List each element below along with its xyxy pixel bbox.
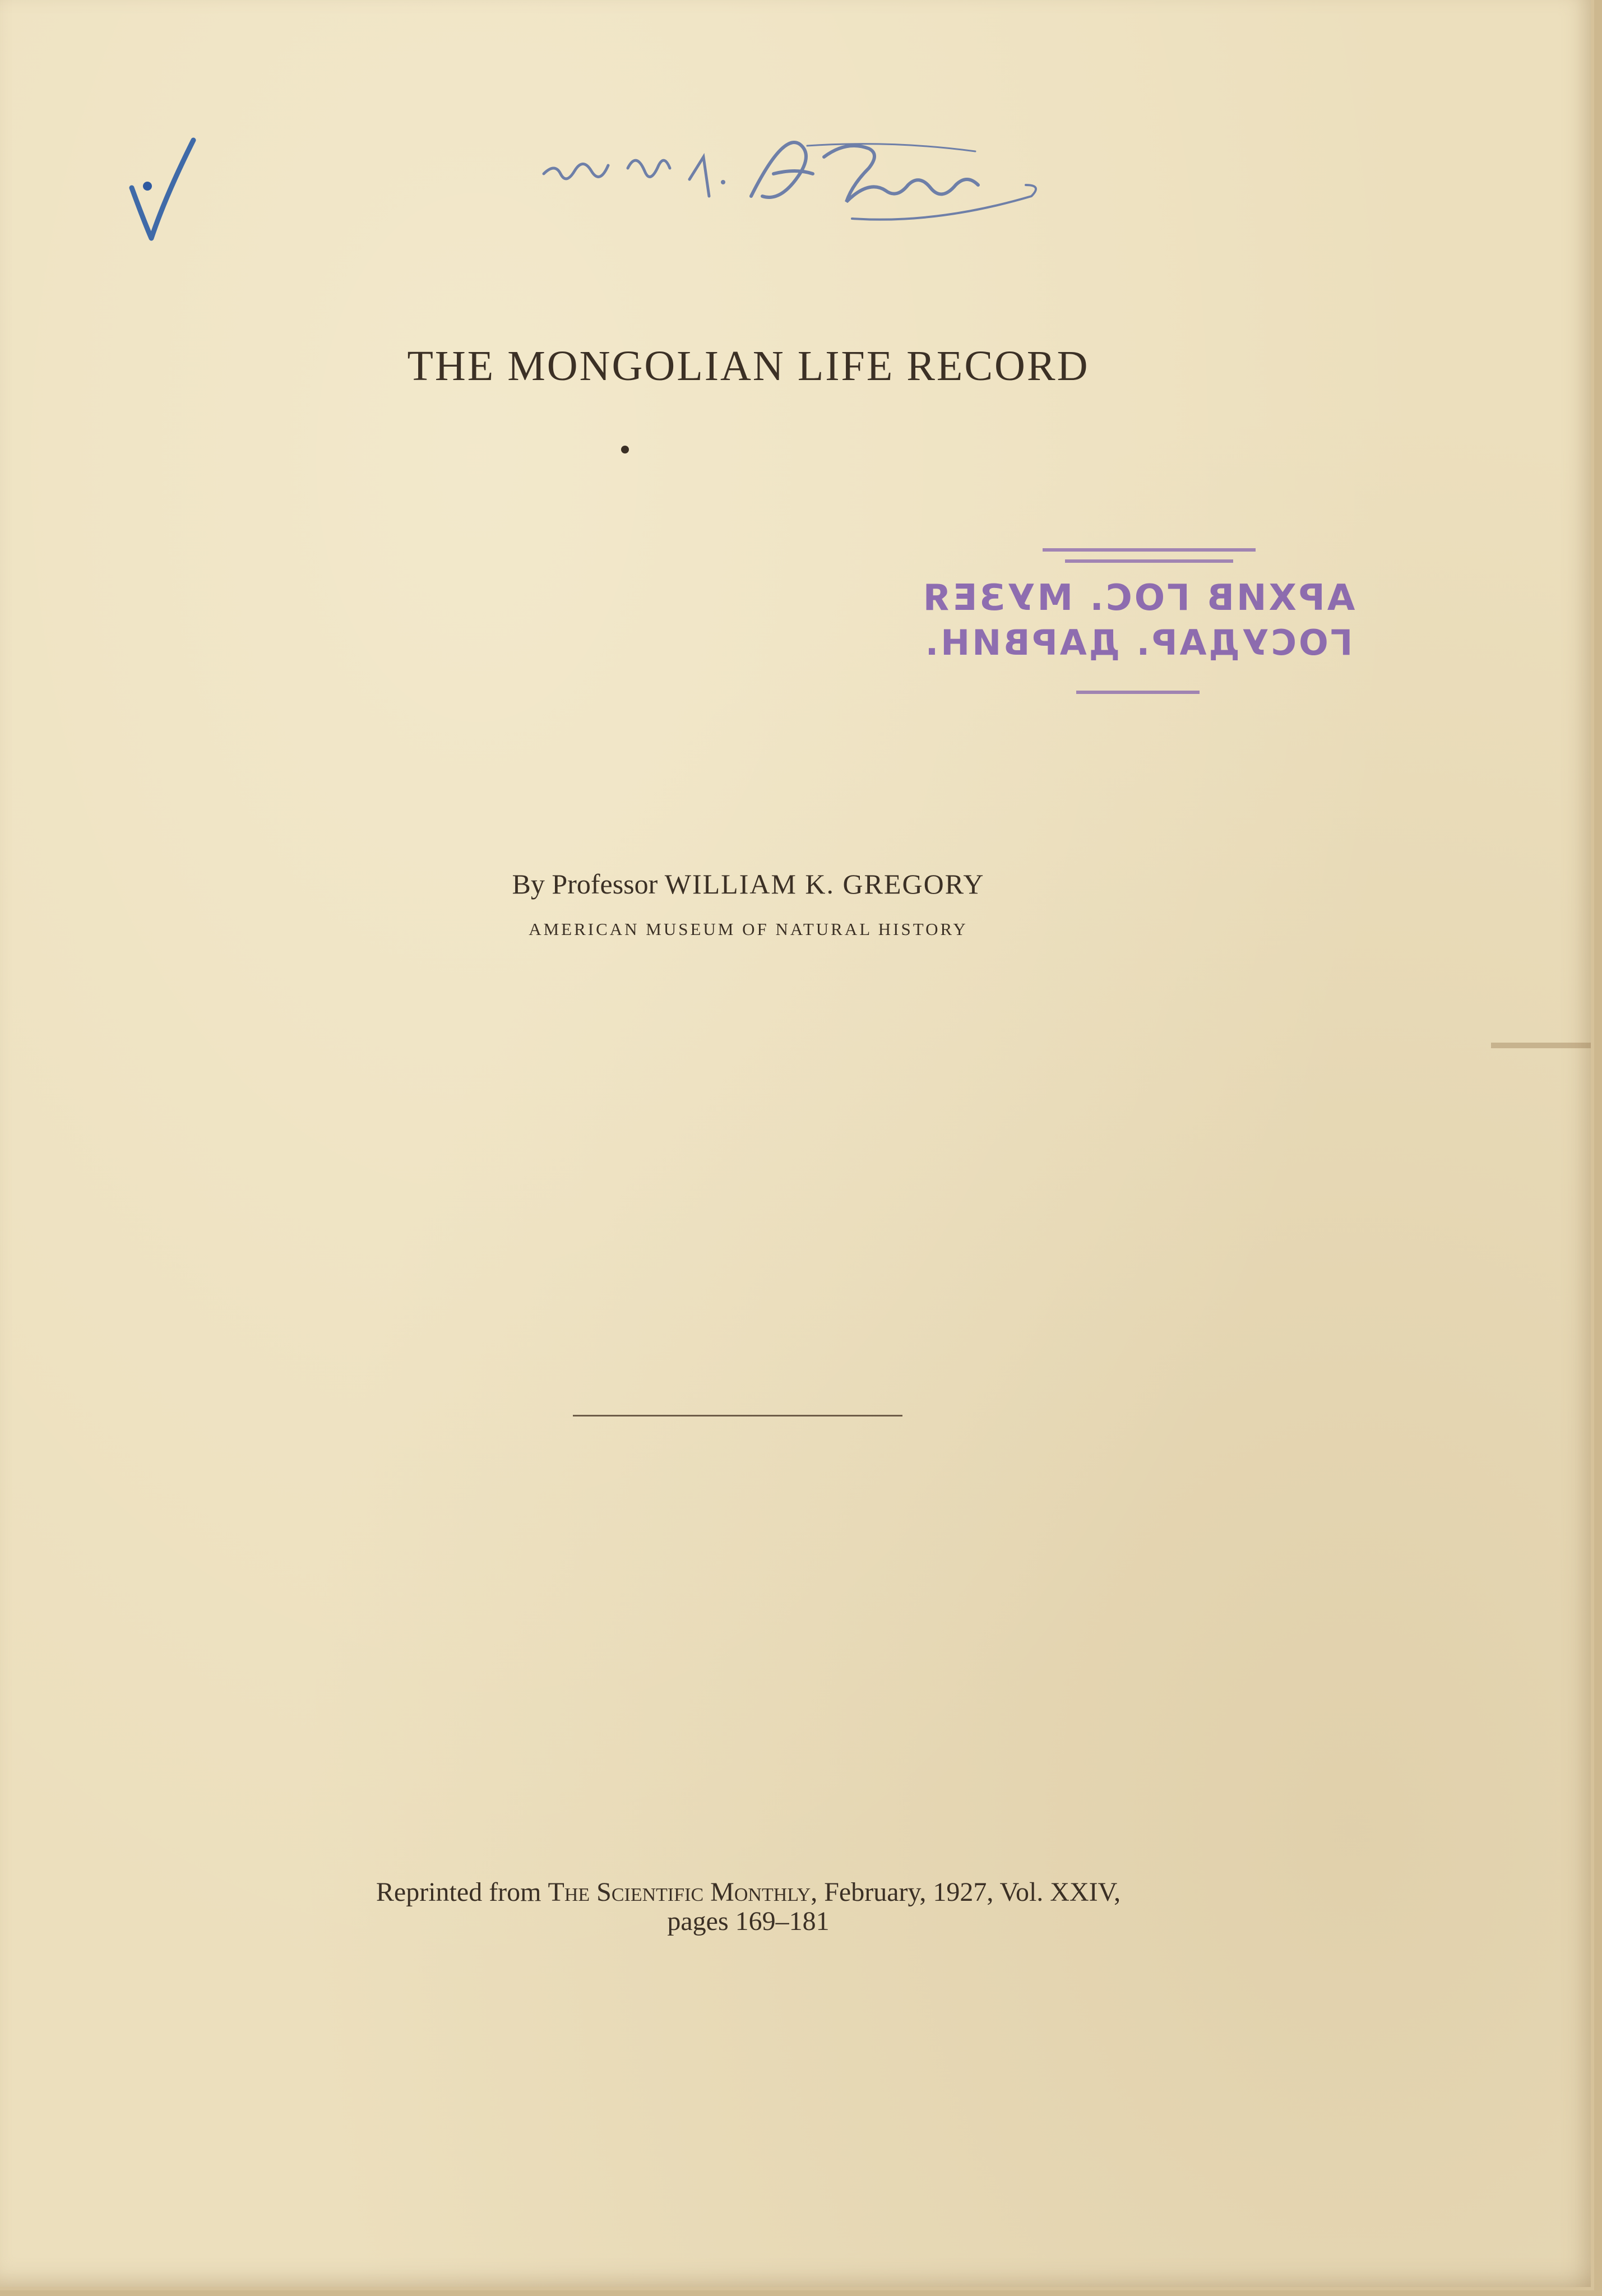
stamp-text-line-2: ГОСУДАР. ДАРВИН. [923, 622, 1353, 663]
dot-mark [621, 446, 629, 453]
journal-name: The Scientific Monthly [548, 1877, 811, 1907]
byline [0, 868, 1497, 900]
reprint-pages: pages 169–181 [667, 1906, 830, 1936]
stamp-text-line-1: АРХИВ ГОС. МУЗЕЯ [920, 577, 1355, 619]
stamp-rule-top [1043, 548, 1256, 552]
reprint-prefix: Reprinted from [376, 1877, 541, 1907]
reprint-citation [0, 1877, 1497, 1908]
divider-rule [573, 1415, 902, 1417]
check-mark-icon [126, 135, 199, 247]
handwritten-signature [538, 135, 1054, 241]
archive-stamp [919, 538, 1356, 701]
author-affiliation: AMERICAN MUSEUM OF NATURAL HISTORY [529, 919, 968, 939]
stamp-rule-top-2 [1065, 559, 1233, 563]
byline-prefix: By Professor [512, 868, 658, 900]
edge-crease [1491, 1043, 1591, 1048]
stamp-rule-bottom [1076, 691, 1200, 694]
reprint-details: , February, 1927, Vol. XXIV, [811, 1877, 1121, 1907]
page-title: THE MONGOLIAN LIFE RECORD [407, 342, 1090, 390]
author-name: WILLIAM K. GREGORY [664, 868, 985, 900]
